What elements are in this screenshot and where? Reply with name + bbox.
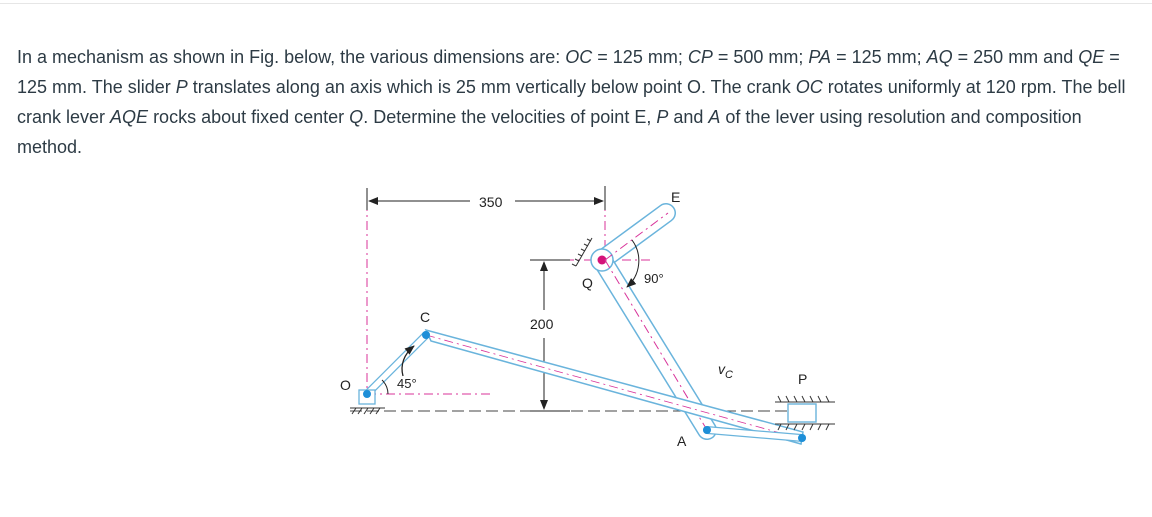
dimension-200 [530,260,570,411]
lever-arm-qe-fill [602,213,666,260]
question-seg: = 125 mm; [831,47,927,67]
question-seg: = 250 mm and [952,47,1079,67]
symbol-p: P [656,107,669,127]
angle-90-label: 90° [644,271,664,286]
joint-o [363,390,371,398]
ground-hatch-q [572,238,592,266]
dim-350-label: 350 [479,194,503,210]
symbol-cp: CP [687,47,713,67]
question-seg: . Determine the velocities of point E, [363,107,657,127]
centerline-cp [426,335,802,439]
question-seg: = 125 mm. The slider [17,47,1120,97]
angle-45-label: 45° [397,376,417,391]
label-a: A [677,433,687,449]
label-vc: $v_C$ [718,361,733,381]
joint-a [703,426,711,434]
question-seg: = 500 mm; [712,47,809,67]
label-e: E [671,189,681,205]
question-seg: of the lever using resolution and composition method. [17,107,1082,157]
symbol-oc: OC [565,47,593,67]
symbol-p: P [175,77,188,97]
slider-block-p [788,404,816,422]
question-seg: In a mechanism as shown in Fig. below, the various dimensions are: [17,47,566,67]
question-seg: and [668,107,709,127]
question-text [17,42,1142,162]
mechanism-figure [330,180,850,460]
symbol-q: Q [349,107,364,127]
symbol-oc: OC [795,77,823,97]
symbol-a: A [708,107,721,127]
symbol-aqe: AQE [110,107,149,127]
label-p: P [798,371,808,387]
question-seg: rocks about fixed center [148,107,350,127]
joint-p [798,434,806,442]
mechanism-diagram [330,180,850,460]
question-seg: = 125 mm; [592,47,688,67]
question-seg: translates along an axis which is 25 mm vertically below point O. The crank [187,77,796,97]
symbol-pa: PA [808,47,832,67]
dim-200-label: 200 [530,316,554,332]
symbol-aq: AQ [926,47,953,67]
question-paragraph [17,42,1142,162]
label-o: O [340,377,351,393]
question-seg: rotates uniformly at 120 rpm. The bell crank lever [17,77,1126,127]
label-q: Q [582,275,593,291]
symbol-qe: QE [1078,47,1105,67]
joint-c [422,331,430,339]
label-c: C [420,309,431,325]
top-divider [0,3,1152,4]
